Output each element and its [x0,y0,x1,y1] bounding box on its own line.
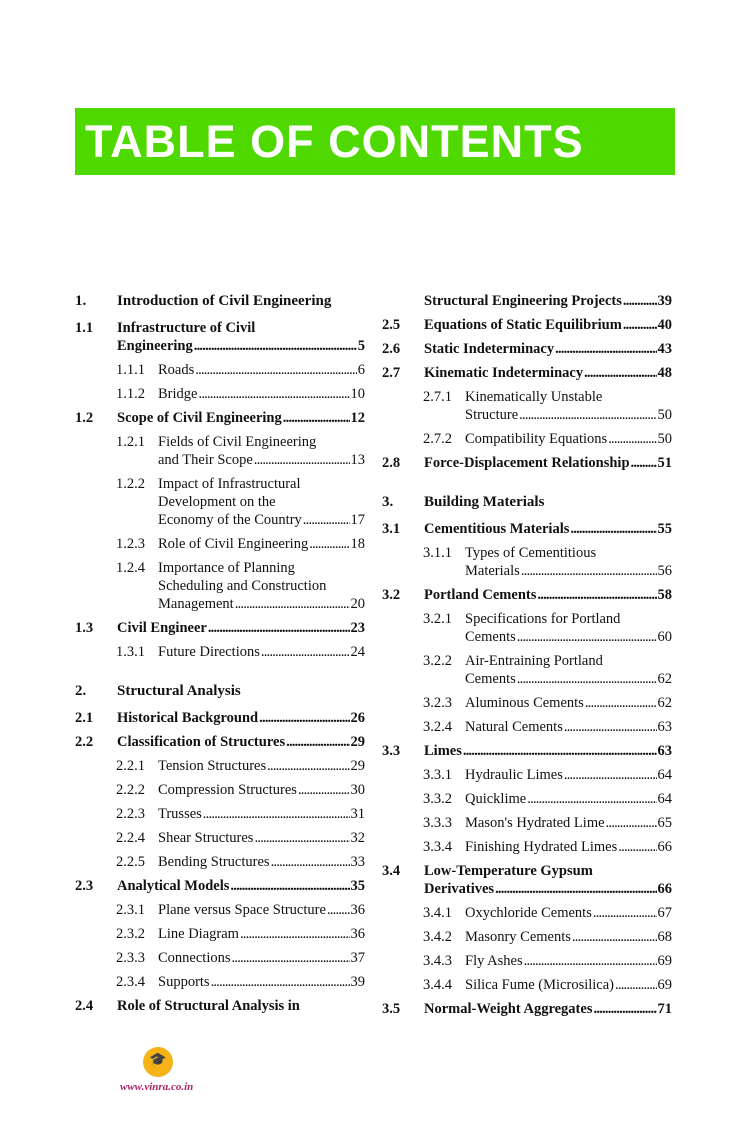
entry-title: Bending Structures [158,854,270,870]
page-number: 50 [657,407,672,423]
entry-title: Masonry Cements [465,929,571,945]
toc-entry[interactable] [382,742,672,760]
dot-leader [208,619,350,637]
entry-number: 3.3.4 [423,839,452,855]
toc-entry[interactable] [382,586,672,604]
entry-title: Future Directions [158,644,260,660]
page-title: TABLE OF CONTENTS [85,116,584,167]
page-number: 35 [350,878,365,894]
page-number: 10 [350,386,365,402]
entry-number: 2.3.4 [116,974,145,990]
entry-title: Equations of Static Equilibrium [424,317,622,333]
page-number: 20 [350,596,365,612]
entry-title: Role of Civil Engineering [158,536,309,552]
entry-title: Cementitious Materials [424,521,570,537]
toc-entry[interactable] [382,718,672,736]
toc-entry[interactable] [382,814,672,832]
entry-number: 3.1 [382,521,401,537]
dot-leader [232,949,350,967]
toc-column-right [382,292,672,1018]
page-number: 40 [657,317,672,333]
page-number: 66 [657,881,672,897]
dot-leader [585,694,657,712]
entry-title: Scope of Civil Engineering [117,410,282,426]
dot-leader [267,757,349,775]
entry-title: Static Indeterminacy [424,341,555,357]
entry-title: Force-Displacement Relationship [424,455,630,471]
toc-entry[interactable] [75,829,365,847]
entry-number: 1.2.1 [116,434,145,450]
entry-title: Tension Structures [158,758,267,774]
dot-leader [283,409,350,427]
page-number: 50 [657,431,672,447]
entry-title: Materials [465,563,520,579]
page-number: 43 [657,341,672,357]
dot-leader [254,829,349,847]
page-number: 36 [350,902,365,918]
page-number: 67 [657,905,672,921]
toc-entry[interactable] [382,292,672,310]
entry-title: Limes [424,743,462,759]
page-number: 69 [657,977,672,993]
entry-title: Finishing Hydrated Limes [465,839,618,855]
dot-leader [527,790,656,808]
toc-entry[interactable] [75,997,365,1015]
dot-leader [564,766,657,784]
toc-entry[interactable] [75,619,365,637]
page-number: 6 [357,362,365,378]
page-number: 31 [350,806,365,822]
dot-leader [261,643,350,661]
entry-title: Classification of Structures [117,734,286,750]
toc-entry[interactable] [382,364,672,382]
entry-number: 3.3 [382,743,401,759]
entry-title: Bridge [158,386,198,402]
toc-entry[interactable] [75,925,365,943]
toc-entry[interactable] [382,766,672,784]
toc-entry[interactable] [382,454,672,472]
toc-entry[interactable] [382,904,672,922]
entry-title: Engineering [117,338,193,354]
dot-leader [517,670,657,688]
entry-number: 3. [382,494,394,510]
dot-leader [606,814,657,832]
page-number: 71 [657,1001,672,1017]
entry-title: Kinematic Indeterminacy [424,365,584,381]
page-number: 17 [350,512,365,528]
entry-title: Structure [465,407,519,423]
entry-title: Hydraulic Limes [465,767,563,783]
entry-number: 1.2.3 [116,536,145,552]
page-number: 12 [350,410,365,426]
entry-title: Portland Cements [424,587,537,603]
dot-leader [572,928,657,946]
toc-entry[interactable] [382,610,672,646]
dot-leader [519,406,656,424]
dot-leader [194,337,357,355]
dot-leader [584,364,656,382]
entry-title: Low-Temperature Gypsum [424,863,593,879]
dot-leader [303,511,350,529]
entry-number: 2.2 [75,734,94,750]
entry-title: Oxychloride Cements [465,905,592,921]
entry-number: 2.3.2 [116,926,145,942]
entry-number: 1.3.1 [116,644,145,660]
dot-leader [198,385,349,403]
toc-entry[interactable] [75,535,365,553]
entry-number: 1.2 [75,410,94,426]
entry-title: Normal-Weight Aggregates [424,1001,593,1017]
dot-leader [623,292,657,310]
entry-title: Civil Engineer [117,620,207,636]
entry-title: Mason's Hydrated Lime [465,815,605,831]
entry-title: Building Materials [424,494,545,510]
entry-title: Structural Engineering Projects [424,293,622,309]
toc-entry[interactable] [75,643,365,661]
page-number: 29 [350,734,365,750]
page-number: 13 [350,452,365,468]
entry-number: 2.2.3 [116,806,145,822]
entry-number: 2.8 [382,455,401,471]
entry-number: 3.4.3 [423,953,452,969]
entry-title: Line Diagram [158,926,239,942]
entry-title: Fields of Civil Engineering [158,434,317,450]
dot-leader [195,361,357,379]
dot-leader [271,853,350,871]
entry-title: Scheduling and Construction [158,578,327,594]
toc-entry[interactable] [382,493,672,511]
page-number: 68 [657,929,672,945]
entry-title: Trusses [158,806,202,822]
page-number: 23 [350,620,365,636]
page-number: 37 [350,950,365,966]
page-number: 48 [657,365,672,381]
graduation-cap-icon: 🎓 [143,1047,173,1077]
page-number: 32 [350,830,365,846]
entry-title: Compression Structures [158,782,297,798]
entry-title: Natural Cements [465,719,563,735]
entry-title: Aluminous Cements [465,695,584,711]
entry-number: 3.3.3 [423,815,452,831]
entry-number: 2.7.1 [423,389,452,405]
toc-entry[interactable] [382,340,672,358]
entry-number: 1.2.2 [116,476,145,492]
entry-title: Importance of Planning [158,560,295,576]
entry-title: Role of Structural Analysis in [117,998,300,1014]
page-number: 62 [657,671,672,687]
entry-number: 2.2.2 [116,782,145,798]
entry-title: Cements [465,629,516,645]
page-number: 60 [657,629,672,645]
entry-title: Shear Structures [158,830,254,846]
entry-title: Derivatives [424,881,495,897]
dot-leader [203,805,350,823]
entry-title: Kinematically Unstable [465,389,603,405]
entry-title: Compatibility Equations [465,431,608,447]
toc-entry[interactable] [382,862,672,898]
entry-title: Impact of Infrastructural [158,476,301,492]
dot-leader [463,742,657,760]
page-number: 64 [657,767,672,783]
page-number: 26 [350,710,365,726]
toc-entry[interactable] [75,733,365,751]
toc-entry[interactable] [75,319,365,355]
dot-leader [564,718,657,736]
entry-title: Cements [465,671,516,687]
dot-leader [593,904,657,922]
toc-entry[interactable] [382,388,672,424]
dot-leader [240,925,350,943]
page-number: 65 [657,815,672,831]
toc-entry[interactable] [75,757,365,775]
entry-title: Quicklime [465,791,527,807]
page-number: 36 [350,926,365,942]
entry-number: 2.3.1 [116,902,145,918]
toc-entry[interactable] [382,952,672,970]
page-number: 66 [657,839,672,855]
entry-title: Roads [158,362,195,378]
footer-url[interactable]: www.vinra.co.in [120,1081,194,1093]
entry-number: 3.2 [382,587,401,603]
toc-entry[interactable] [382,652,672,688]
dot-leader [309,535,349,553]
toc-entry[interactable] [382,520,672,538]
entry-title: Silica Fume (Microsilica) [465,977,614,993]
page-number: 18 [350,536,365,552]
toc-column-left [75,292,365,1015]
dot-leader [570,520,656,538]
toc-entry[interactable] [75,385,365,403]
entry-number: 2.2.5 [116,854,145,870]
toc-entry[interactable] [382,790,672,808]
toc-entry[interactable] [75,559,365,613]
dot-leader [286,733,349,751]
dot-leader [259,709,349,727]
page-number: 33 [350,854,365,870]
entry-number: 3.1.1 [423,545,452,561]
entry-number: 2.7.2 [423,431,452,447]
entry-title: Plane versus Space Structure [158,902,326,918]
entry-number: 3.4.2 [423,929,452,945]
entry-title: Historical Background [117,710,259,726]
dot-leader [495,880,656,898]
dot-leader [298,781,350,799]
toc-entry[interactable] [382,838,672,856]
entry-number: 2. [75,683,87,699]
page-number: 29 [350,758,365,774]
dot-leader [593,1000,656,1018]
page-number: 56 [657,563,672,579]
entry-number: 1.3 [75,620,94,636]
dot-leader [618,838,656,856]
toc-entry[interactable] [75,709,365,727]
entry-number: 3.4 [382,863,401,879]
entry-number: 3.4.4 [423,977,452,993]
dot-leader [524,952,657,970]
dot-leader [608,430,656,448]
toc-entry[interactable] [75,433,365,469]
entry-title: Connections [158,950,231,966]
entry-number: 2.7 [382,365,401,381]
entry-number: 2.5 [382,317,401,333]
entry-title: Types of Cementitious [465,545,597,561]
toc-entry[interactable] [75,973,365,991]
dot-leader [631,454,657,472]
toc-entry[interactable] [382,1000,672,1018]
entry-number: 2.2.4 [116,830,145,846]
dot-leader [235,595,350,613]
entry-number: 3.5 [382,1001,401,1017]
page-number: 63 [657,719,672,735]
entry-number: 1.1 [75,320,94,336]
toc-entry[interactable] [75,409,365,427]
entry-number: 1.1.2 [116,386,145,402]
toc-entry[interactable] [75,901,365,919]
entry-title: Development on the [158,494,276,510]
entry-title: Fly Ashes [465,953,523,969]
toc-entry[interactable] [382,316,672,334]
toc-entry[interactable] [75,781,365,799]
entry-title: Economy of the Country [158,512,302,528]
entry-title: Infrastructure of Civil [117,320,256,336]
toc-entry[interactable] [75,292,365,310]
page-number: 62 [657,695,672,711]
dot-leader [623,316,657,334]
entry-number: 2.4 [75,998,94,1014]
toc-entry[interactable] [382,544,672,580]
dot-leader [537,586,656,604]
entry-number: 2.6 [382,341,401,357]
entry-title: Analytical Models [117,878,230,894]
toc-entry[interactable] [382,694,672,712]
toc-entry[interactable] [75,805,365,823]
entry-number: 2.3 [75,878,94,894]
page-number: 64 [657,791,672,807]
dot-leader [254,451,350,469]
page-number: 39 [350,974,365,990]
entry-number: 1.1.1 [116,362,145,378]
dot-leader [230,877,349,895]
toc-entry[interactable] [382,976,672,994]
entry-title: Air-Entraining Portland [465,653,603,669]
entry-number: 2.3.3 [116,950,145,966]
page-number: 51 [657,455,672,471]
entry-number: 1.2.4 [116,560,145,576]
dot-leader [555,340,656,358]
title-banner [75,108,675,175]
entry-number: 2.1 [75,710,94,726]
page-number: 39 [657,293,672,309]
toc-entry[interactable] [75,475,365,529]
dot-leader [521,562,657,580]
dot-leader [211,973,350,991]
entry-title: Management [158,596,234,612]
entry-title: Introduction of Civil Engineering [117,293,332,309]
entry-number: 3.2.1 [423,611,452,627]
dot-leader [517,628,657,646]
entry-title: Specifications for Portland [465,611,621,627]
toc-entry[interactable] [75,877,365,895]
toc-entry[interactable] [382,430,672,448]
dot-leader [615,976,657,994]
entry-number: 2.2.1 [116,758,145,774]
entry-number: 3.3.1 [423,767,452,783]
toc-entry[interactable] [75,682,365,700]
dot-leader [327,901,350,919]
entry-title: Structural Analysis [117,683,241,699]
page-number: 55 [657,521,672,537]
entry-number: 3.2.2 [423,653,452,669]
entry-number: 3.2.3 [423,695,452,711]
toc-entry[interactable] [75,853,365,871]
page-number: 69 [657,953,672,969]
page-number: 63 [657,743,672,759]
entry-title: and Their Scope [158,452,253,468]
entry-number: 3.3.2 [423,791,452,807]
toc-entry[interactable] [75,949,365,967]
entry-number: 3.4.1 [423,905,452,921]
toc-entry[interactable] [382,928,672,946]
toc-entry[interactable] [75,361,365,379]
entry-number: 3.2.4 [423,719,452,735]
page-number: 30 [350,782,365,798]
entry-number: 1. [75,293,87,309]
page-number: 58 [657,587,672,603]
entry-title: Supports [158,974,210,990]
page-number: 24 [350,644,365,660]
page-number: 5 [357,338,365,354]
